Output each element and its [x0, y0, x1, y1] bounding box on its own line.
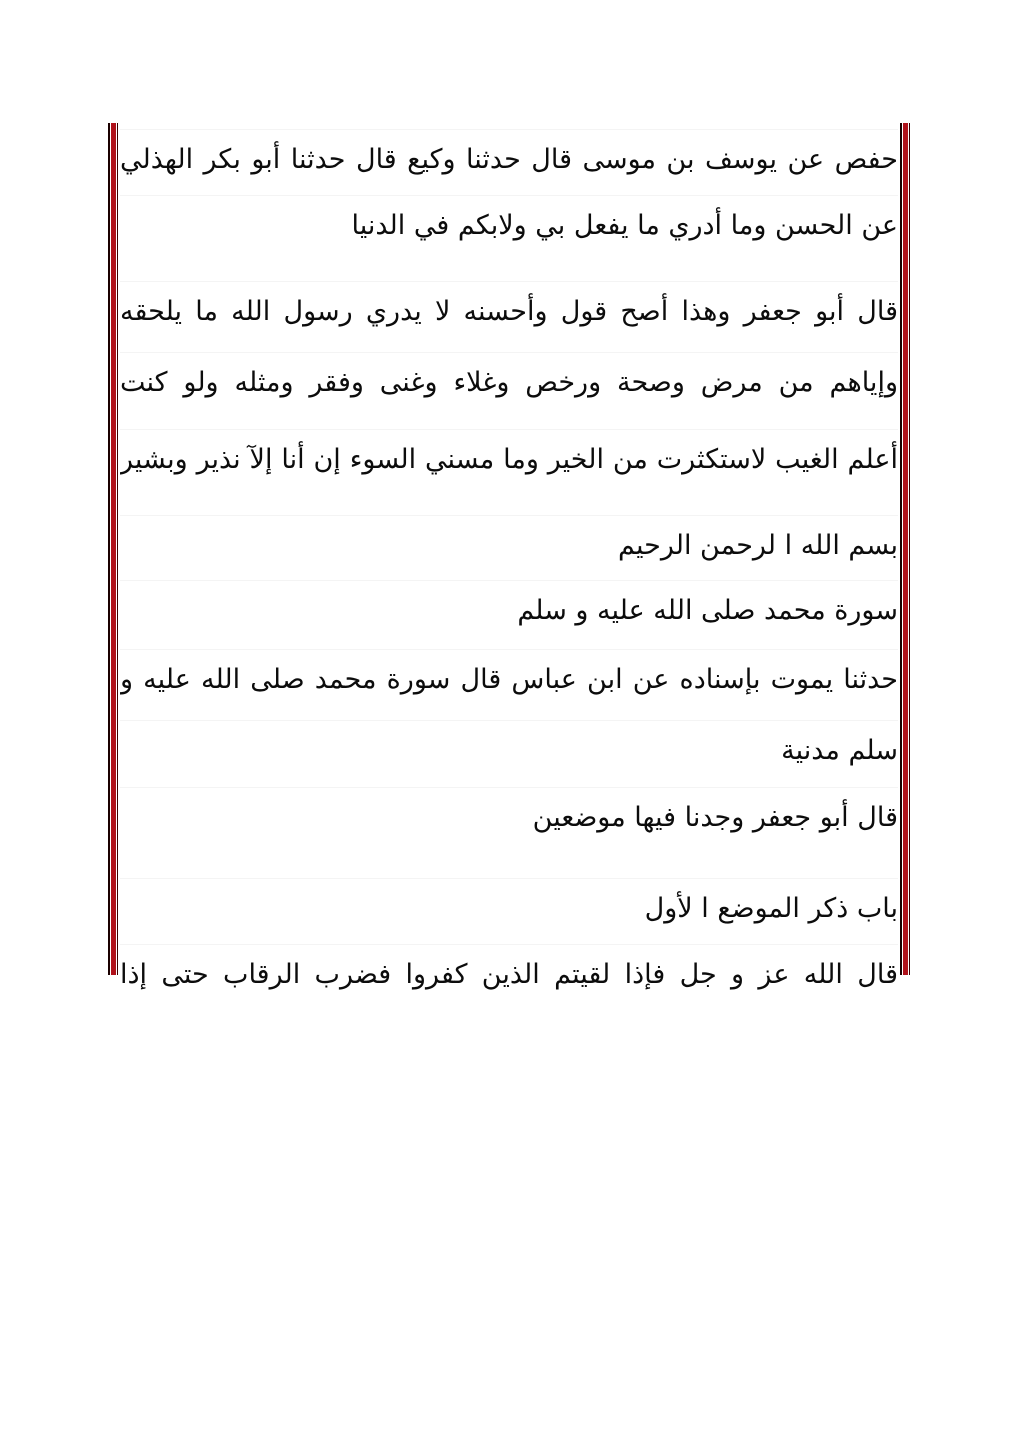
- text-line-12: قال الله عز و جل فإذا لقيتم الذين كفروا فضرب الرقاب حتى إذا: [120, 944, 898, 1005]
- text-body: [120, 123, 900, 990]
- text-line-6: بسم الله ا لرحمن الرحيم: [120, 515, 898, 576]
- text-line-9: سلم مدنية: [120, 720, 898, 781]
- text-line-1: حفص عن يوسف بن موسى قال حدثنا وكيع قال حدثنا أبو بكر الهذلي: [120, 129, 898, 190]
- text-line-3: قال أبو جعفر وهذا أصح قول وأحسنه لا يدري رسول الله ما يلحقه: [120, 281, 898, 342]
- text-line-4: وإياهم من مرض وصحة ورخص وغلاء وغنى وفقر ومثله ولو كنت: [120, 352, 898, 413]
- text-line-2: عن الحسن وما أدري ما يفعل بي ولابكم في الدنيا: [120, 195, 898, 256]
- text-line-8: حدثنا يموت بإسناده عن ابن عباس قال سورة محمد صلى الله عليه و: [120, 649, 898, 710]
- text-line-10: قال أبو جعفر وجدنا فيها موضعين: [120, 787, 898, 848]
- text-line-11: باب ذكر الموضع ا لأول: [120, 878, 898, 939]
- text-line-7: سورة محمد صلى الله عليه و سلم: [120, 580, 898, 641]
- right-decorative-border: [900, 123, 910, 975]
- left-decorative-border: [108, 123, 118, 975]
- text-line-5: أعلم الغيب لاستكثرت من الخير وما مسني السوء إن أنا إلآ نذير وبشير: [120, 429, 898, 490]
